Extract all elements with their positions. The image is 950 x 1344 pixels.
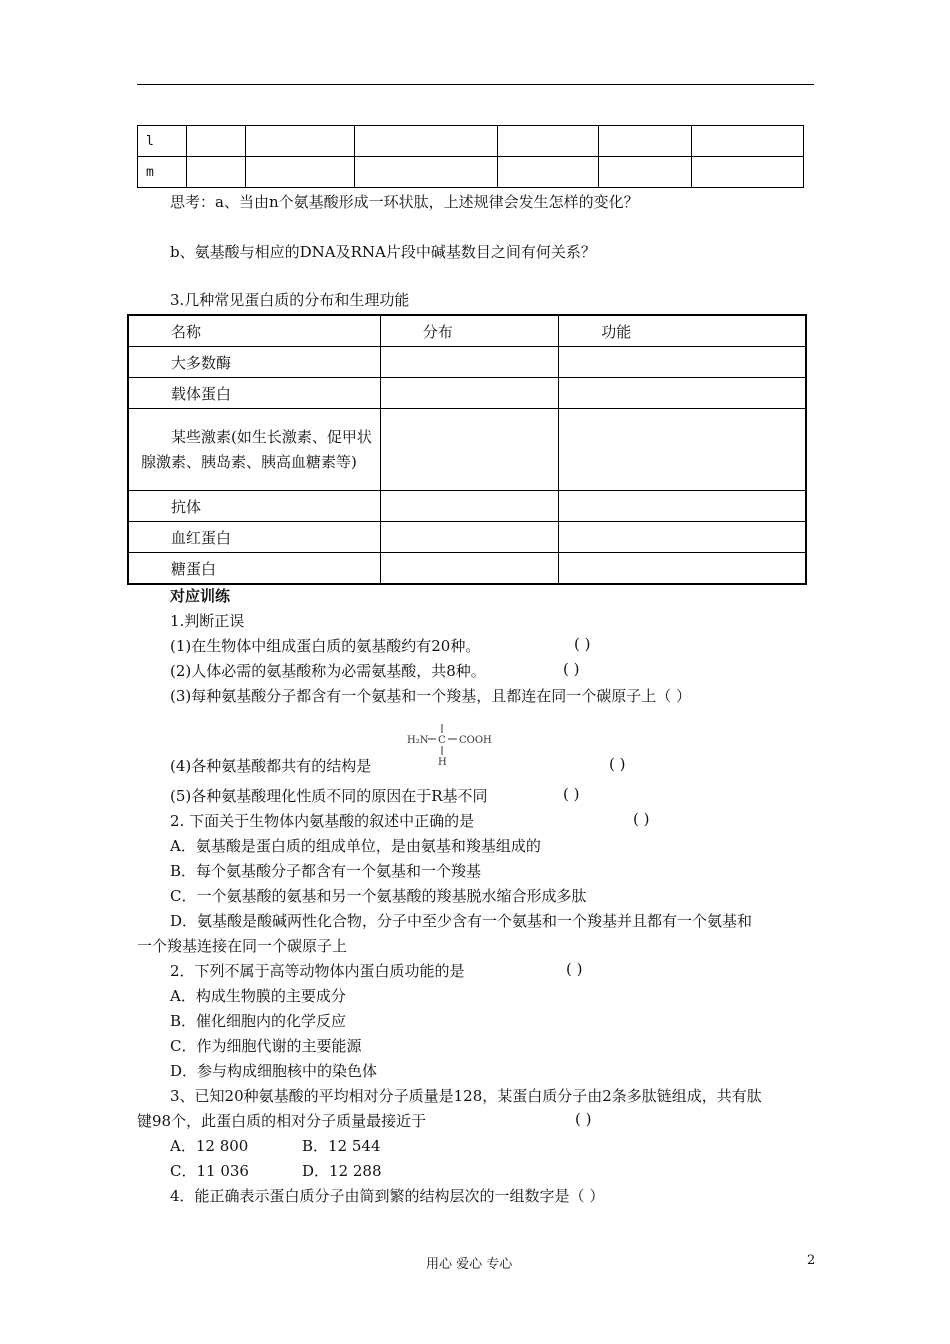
table-row <box>128 409 806 491</box>
q3-option-c: C．11 036 <box>170 1162 249 1180</box>
answer-paren: ( ) <box>563 660 580 678</box>
table-cell <box>354 126 498 157</box>
amino-acid-structure-formula <box>407 722 497 766</box>
answer-paren: ( ) <box>574 635 591 653</box>
table-cell <box>692 157 804 188</box>
table-row <box>128 378 806 409</box>
think-question-a: 思考：a、当由n个氨基酸形成一环状肽，上述规律会发生怎样的变化？ <box>170 193 639 211</box>
q2-option-d-cont: 一个羧基连接在同一个碳原子上 <box>137 937 348 955</box>
think-question-b: b、氨基酸与相应的DNA及RNA片段中碱基数目之间有何关系？ <box>170 243 596 261</box>
q2b-option-d: D．参与构成细胞核中的染色体 <box>170 1062 378 1080</box>
protein-name <box>128 409 380 491</box>
table-continuation <box>137 125 804 188</box>
answer-paren: ( ) <box>563 785 580 803</box>
header-function: 功能 <box>559 315 806 347</box>
section-3-title: 3.几种常见蛋白质的分布和生理功能 <box>170 291 410 309</box>
table-cell <box>245 157 354 188</box>
protein-name: 载体蛋白 <box>128 378 380 409</box>
answer-paren: ( ) <box>575 1110 592 1128</box>
q2-option-b: B．每个氨基酸分子都含有一个氨基和一个羧基 <box>170 862 482 880</box>
header-name: 名称 <box>128 315 380 347</box>
header-rule <box>137 84 814 85</box>
protein-name-text: 某些激素(如生长激素、促甲状腺激素、胰岛素、胰高血糖素等) <box>141 427 372 471</box>
table-cell <box>354 157 498 188</box>
protein-name: 抗体 <box>128 491 380 522</box>
table-cell <box>692 126 804 157</box>
answer-paren: ( ) <box>566 960 583 978</box>
table-row <box>138 157 804 188</box>
q3-line-2: 键98个，此蛋白质的相对分子质量最接近于 <box>137 1112 427 1130</box>
table-cell <box>380 491 559 522</box>
table-cell <box>186 126 245 157</box>
table-cell <box>498 157 599 188</box>
formula-amino-group: H₂N <box>407 735 429 746</box>
q3-option-a: A．12 800 <box>170 1137 249 1155</box>
table-row <box>128 491 806 522</box>
table-cell <box>380 347 559 378</box>
row-label: m <box>138 157 187 188</box>
answer-paren: ( ) <box>609 755 626 773</box>
table-cell <box>599 126 692 157</box>
q1-item-1: (1)在生物体中组成蛋白质的氨基酸约有20种。 <box>170 637 481 655</box>
q2-option-c: C．一个氨基酸的氨基和另一个氨基酸的羧基脱水缩合形成多肽 <box>170 887 587 905</box>
q2b-stem: 2．下列不属于高等动物体内蛋白质功能的是 <box>170 962 465 980</box>
q4-stem: 4．能正确表示蛋白质分子由简到繁的结构层次的一组数字是（ ） <box>170 1187 605 1205</box>
q1-item-5: (5)各种氨基酸理化性质不同的原因在于R基不同 <box>170 787 488 805</box>
table-cell <box>559 522 806 553</box>
table-cell <box>559 378 806 409</box>
table-cell <box>559 409 806 491</box>
table-cell <box>559 553 806 585</box>
footer-slogan: 用心 爱心 专心 <box>426 1257 513 1272</box>
table-row <box>128 553 806 585</box>
q1-item-2: (2)人体必需的氨基酸称为必需氨基酸，共8种。 <box>170 662 486 680</box>
q1-title: 1.判断正误 <box>170 612 245 630</box>
q1-item-4: (4)各种氨基酸都共有的结构是 <box>170 757 372 775</box>
formula-carboxyl-group: COOH <box>459 735 492 746</box>
q3-line-1: 3、已知20种氨基酸的平均相对分子质量是128，某蛋白质分子由2条多肽链组成，共有肽 <box>170 1087 762 1105</box>
table-cell <box>186 157 245 188</box>
formula-hydrogen: H <box>438 757 447 766</box>
q2-option-d: D．氨基酸是酸碱两性化合物，分子中至少含有一个氨基和一个羧基并且都有一个氨基和 <box>170 912 753 930</box>
table-cell <box>380 378 559 409</box>
protein-name: 糖蛋白 <box>128 553 380 585</box>
protein-name: 血红蛋白 <box>128 522 380 553</box>
q2b-option-c: C．作为细胞代谢的主要能源 <box>170 1037 362 1055</box>
table-cell <box>559 347 806 378</box>
practice-heading: 对应训练 <box>170 587 231 605</box>
q1-item-3: (3)每种氨基酸分子都含有一个氨基和一个羧基，且都连在同一个碳原子上（ ） <box>170 687 692 705</box>
table-header-row <box>128 315 806 347</box>
formula-carbon: C <box>438 735 446 746</box>
page-number: 2 <box>807 1253 816 1268</box>
q3-option-b: B．12 544 <box>302 1137 381 1155</box>
table-row <box>128 522 806 553</box>
table-cell <box>498 126 599 157</box>
q2b-option-a: A．构成生物膜的主要成分 <box>170 987 346 1005</box>
row-label: l <box>138 126 187 157</box>
q3-option-d: D．12 288 <box>302 1162 382 1180</box>
table-cell <box>559 491 806 522</box>
table-cell <box>599 157 692 188</box>
table-row <box>138 126 804 157</box>
table-row <box>128 347 806 378</box>
q2-option-a: A．氨基酸是蛋白质的组成单位，是由氨基和羧基组成的 <box>170 837 541 855</box>
table-cell <box>380 553 559 585</box>
protein-name: 大多数酶 <box>128 347 380 378</box>
protein-function-table <box>127 314 807 585</box>
q2b-option-b: B．催化细胞内的化学反应 <box>170 1012 347 1030</box>
header-distribution: 分布 <box>380 315 559 347</box>
table-cell <box>245 126 354 157</box>
q2-stem: 2. 下面关于生物体内氨基酸的叙述中正确的是 <box>170 812 475 830</box>
answer-paren: ( ) <box>633 810 650 828</box>
table-cell <box>380 522 559 553</box>
table-cell <box>380 409 559 491</box>
